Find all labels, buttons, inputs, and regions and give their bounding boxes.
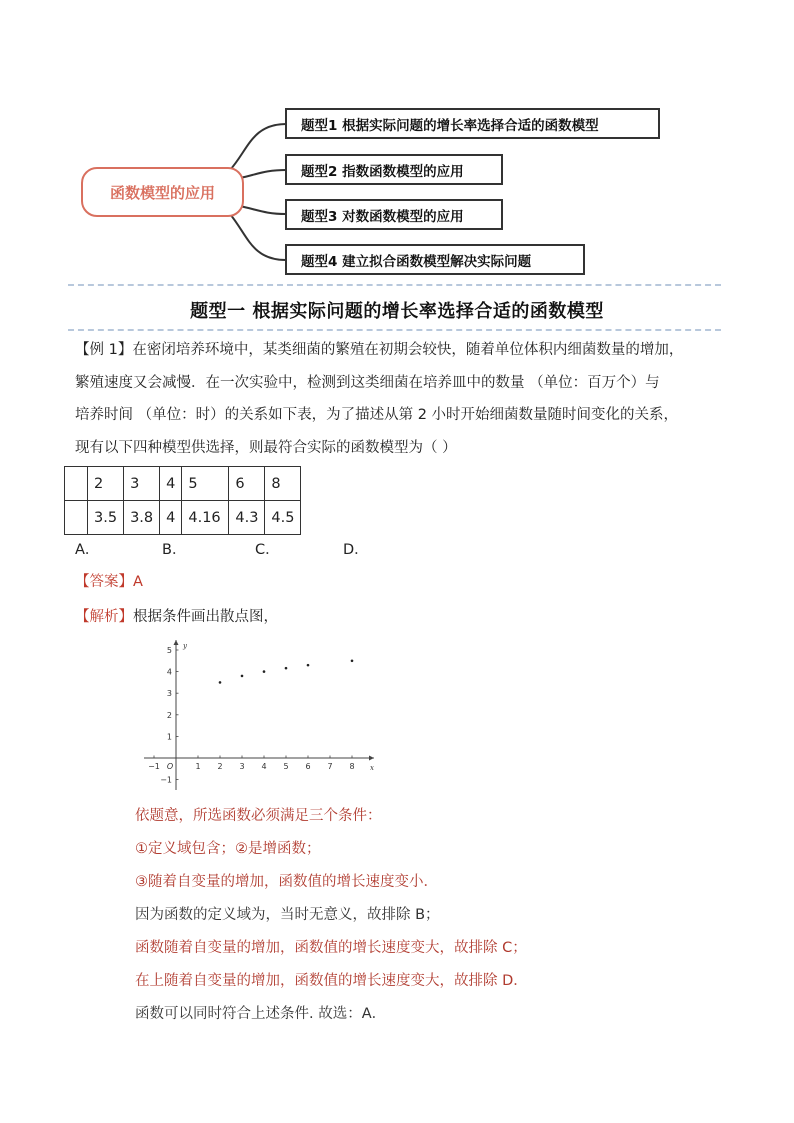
table-cell: 2 <box>88 467 124 501</box>
y-tick-label: −1 <box>160 775 172 785</box>
example-problem <box>75 334 735 464</box>
table-cell: 3.5 <box>88 501 124 535</box>
table-cell: 3 <box>124 467 160 501</box>
data-table <box>64 466 301 535</box>
y-tick-label: 5 <box>166 646 172 655</box>
mindmap-branch-1 <box>285 108 660 139</box>
table-cell: 4.5 <box>265 501 301 535</box>
y-axis-arrow <box>174 640 179 645</box>
mindmap-branch-label: 题型1 根据实际问题的增长率选择合适的函数模型 <box>301 117 599 134</box>
data-point <box>285 667 288 670</box>
mindmap-branch-3 <box>285 199 503 230</box>
option-d: D． <box>343 542 369 558</box>
solution-line: ①定义域包含；②是增函数； <box>135 841 321 857</box>
x-tick-label: 3 <box>239 762 245 771</box>
x-tick-label: 5 <box>283 762 289 771</box>
example-tag: 【例 1】 <box>75 342 133 358</box>
table-row <box>65 501 301 535</box>
option-c: C． <box>255 542 280 558</box>
mindmap-branch-label: 题型2 指数函数模型的应用 <box>301 163 464 180</box>
solution-line: 因为函数的定义域为，当时无意义，故排除 B； <box>135 907 440 923</box>
mindmap-root <box>81 167 244 217</box>
analysis-text: 根据条件画出散点图， <box>133 609 278 625</box>
data-point <box>263 670 266 673</box>
mindmap-branch-label: 题型3 对数函数模型的应用 <box>301 208 464 225</box>
y-tick-label: 3 <box>166 689 172 699</box>
table-cell <box>65 467 88 501</box>
x-tick-label: 8 <box>349 762 355 771</box>
table-cell: 4 <box>160 467 182 501</box>
table-cell: 6 <box>229 467 265 501</box>
x-tick-label: 2 <box>217 762 223 771</box>
analysis-line <box>75 605 278 626</box>
section-divider-bottom <box>68 329 721 331</box>
x-tick-label: O <box>166 762 174 771</box>
table-cell: 4.16 <box>182 501 229 535</box>
scatter-plot <box>140 636 380 792</box>
x-axis-label: x <box>370 764 374 772</box>
data-point <box>241 675 244 678</box>
solution-line: 依题意，所选函数必须满足三个条件： <box>135 808 382 824</box>
solution-text <box>135 800 735 1031</box>
example-line: 现有以下四种模型供选择，则最符合实际的函数模型为（ ） <box>75 439 457 456</box>
x-tick-label: −1 <box>148 762 160 771</box>
data-point <box>307 664 310 667</box>
table-row <box>65 467 301 501</box>
x-tick-label: 1 <box>195 762 201 771</box>
solution-line: 函数可以同时符合上述条件. 故选：A． <box>135 1006 387 1022</box>
answer-value: A <box>133 574 143 590</box>
section-divider-top <box>68 284 721 286</box>
table-cell: 4.3 <box>229 501 265 535</box>
mindmap-root-label: 函数模型的应用 <box>109 183 215 202</box>
data-point <box>219 681 222 684</box>
x-tick-label: 4 <box>261 762 267 771</box>
table-cell: 5 <box>182 467 229 501</box>
x-axis-arrow <box>369 756 374 761</box>
example-line: 繁殖速度又会减慢．在一次实验中，检测到这类细菌在培养皿中的数量 （单位：百万个）与 <box>75 374 660 391</box>
solution-line: ③随着自变量的增加，函数值的增长速度变小． <box>135 874 438 890</box>
mindmap-branch-label: 题型4 建立拟合函数模型解决实际问题 <box>301 253 532 270</box>
solution-line: 函数随着自变量的增加，函数值的增长速度变大，故排除 C； <box>135 940 527 956</box>
data-point <box>351 660 354 663</box>
y-tick-label: 4 <box>166 667 172 677</box>
table-cell: 8 <box>265 467 301 501</box>
answer-line <box>75 570 143 591</box>
section-title: 题型一 根据实际问题的增长率选择合适的函数模型 <box>190 301 604 322</box>
example-line: 在密闭培养环境中，某类细菌的繁殖在初期会较快，随着单位体积内细菌数量的增加， <box>132 342 684 358</box>
y-tick-label: 1 <box>166 732 172 742</box>
x-tick-label: 6 <box>305 762 311 771</box>
option-a: A． <box>75 542 100 558</box>
table-cell: 4 <box>160 501 182 535</box>
example-line: 培养时间 （单位：时）的关系如下表，为了描述从第 2 小时开始细菌数量随时间变化的关系， <box>75 407 679 423</box>
mindmap-branch-4 <box>285 244 585 275</box>
y-axis-label: y <box>183 642 187 650</box>
table-cell <box>65 501 88 535</box>
table-cell: 3.8 <box>124 501 160 535</box>
x-tick-label: 7 <box>327 762 333 771</box>
y-tick-label: 2 <box>166 710 172 720</box>
answer-label: 【答案】 <box>75 574 133 590</box>
analysis-label: 【解析】 <box>75 609 133 625</box>
mindmap-branch-2 <box>285 154 503 185</box>
option-b: B． <box>162 542 187 558</box>
solution-line: 在上随着自变量的增加，函数值的增长速度变大，故排除 D． <box>135 973 528 989</box>
